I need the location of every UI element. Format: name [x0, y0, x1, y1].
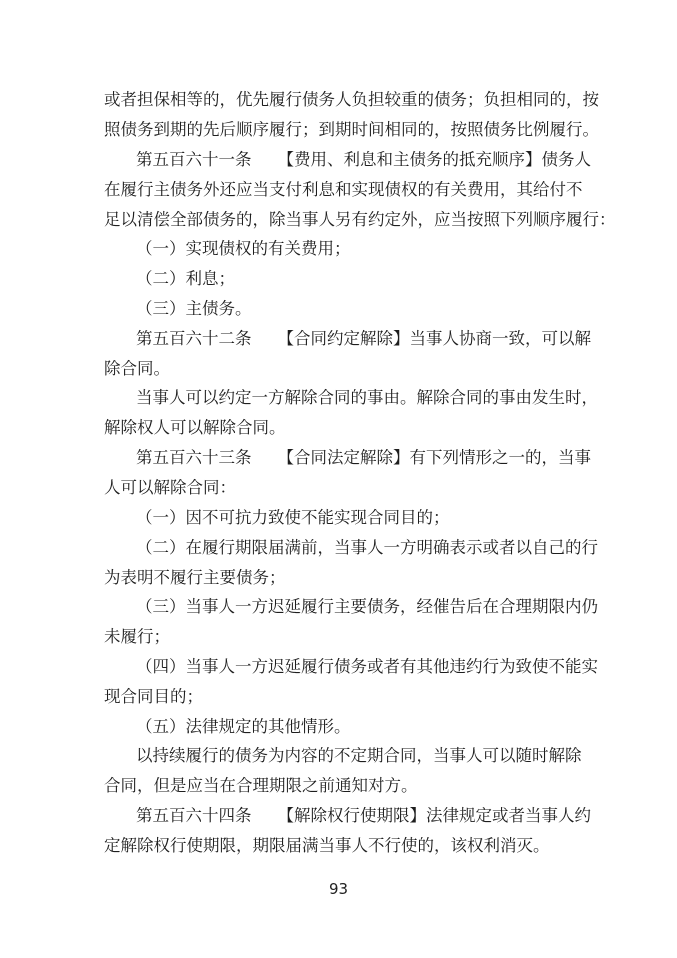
- text-line: 在履行主债务外还应当支付利息和实现债权的有关费用，其给付不: [104, 180, 583, 199]
- article-title: 【合同约定解除】: [277, 329, 410, 348]
- article-number: 第五百六十四条: [136, 806, 252, 825]
- list-item: （四）当事人一方迟延履行债务或者有其他违约行为致使不能实: [136, 657, 598, 676]
- text-line: 定解除权行使期限，期限届满当事人不行使的，该权利消灭。: [104, 836, 550, 855]
- list-item: （三）主债务。: [136, 299, 252, 318]
- text-line: 人可以解除合同：: [104, 478, 236, 497]
- list-item: （二）在履行期限届满前，当事人一方明确表示或者以自己的行: [136, 538, 598, 557]
- text-line: 未履行；: [104, 627, 170, 646]
- list-item: （二）利息；: [136, 269, 235, 288]
- text-line: 除合同。: [104, 359, 170, 378]
- article-number: 第五百六十二条: [136, 329, 252, 348]
- text-line: 以持续履行的债务为内容的不定期合同，当事人可以随时解除: [136, 746, 582, 765]
- article-title: 【费用、利息和主债务的抵充顺序】: [277, 150, 542, 169]
- article-text: 当事人协商一致，可以解: [409, 329, 591, 348]
- article-562-first-line: [136, 325, 591, 353]
- article-text: 法律规定或者当事人约: [426, 806, 591, 825]
- article-561-first-line: [136, 146, 591, 174]
- text-line: 现合同目的；: [104, 687, 203, 706]
- page-number: 93: [328, 880, 349, 898]
- text-line: 为表明不履行主要债务；: [104, 568, 286, 587]
- article-564-first-line: [136, 802, 591, 830]
- text-line: 照债务到期的先后顺序履行；到期时间相同的，按照债务比例履行。: [104, 120, 599, 139]
- article-563-first-line: [136, 444, 591, 472]
- list-item: （一）因不可抗力致使不能实现合同目的；: [136, 508, 450, 527]
- list-item: （三）当事人一方迟延履行主要债务，经催告后在合理期限内仍: [136, 597, 598, 616]
- article-number: 第五百六十三条: [136, 448, 252, 467]
- article-number: 第五百六十一条: [136, 150, 252, 169]
- text-line: 足以清偿全部债务的，除当事人另有约定外，应当按照下列顺序履行：: [104, 210, 616, 229]
- text-line: 当事人可以约定一方解除合同的事由。解除合同的事由发生时，: [136, 388, 598, 407]
- text-line: 合同，但是应当在合理期限之前通知对方。: [104, 776, 418, 795]
- article-text: 债务人: [541, 150, 591, 169]
- list-item: （五）法律规定的其他情形。: [136, 717, 351, 736]
- text-line: 解除权人可以解除合同。: [104, 418, 286, 437]
- article-title: 【解除权行使期限】: [277, 806, 426, 825]
- article-title: 【合同法定解除】: [277, 448, 410, 467]
- article-text: 有下列情形之一的，当事: [409, 448, 591, 467]
- text-line: 或者担保相等的，优先履行债务人负担较重的债务；负担相同的，按: [104, 90, 599, 109]
- list-item: （一）实现债权的有关费用；: [136, 239, 351, 258]
